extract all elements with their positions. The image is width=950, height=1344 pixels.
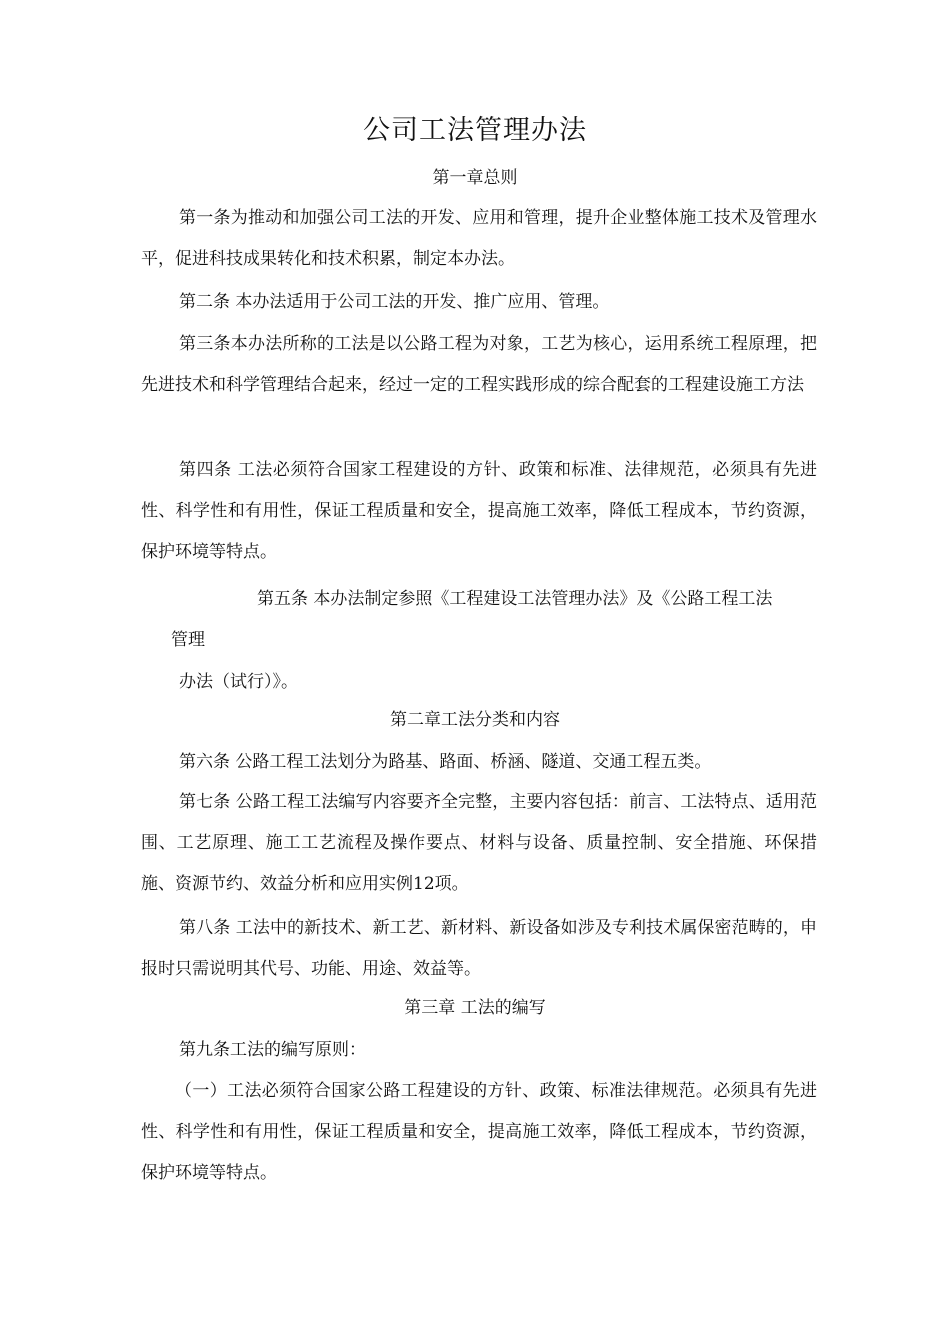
article-4: 第四条 工法必须符合国家工程建设的方针、政策和标准、法律规范，必须具有先进性、科学性和有用性，保证工程质量和安全，提高施工效率，降低工程成本，节约资源，保护环境等特点。 xyxy=(141,460,817,562)
article-9-item-1: （一）工法必须符合国家公路工程建设的方针、政策、标准法律规范。必须具有先进性、科学性和有用性，保证工程质量和安全，提高施工效率，降低工程成本，节约资源，保护环境等特点。 xyxy=(141,1081,817,1183)
article-5-line-1: 第五条 本办法制定参照《工程建设工法管理办法》及《公路工程工法 xyxy=(257,589,773,609)
chapter-3-heading: 第三章 工法的编写 xyxy=(404,998,546,1018)
article-7: 第七条 公路工程工法编写内容要齐全完整，主要内容包括：前言、工法特点、适用范围、工艺原理、施工工艺流程及操作要点、材料与设备、质量控制、安全措施、环保措施、资源节约、效益分析和应用实例12项。 xyxy=(141,792,817,894)
article-6: 第六条 公路工程工法划分为路基、路面、桥涵、隧道、交通工程五类。 xyxy=(179,752,712,772)
article-8: 第八条 工法中的新技术、新工艺、新材料、新设备如涉及专利技术属保密范畴的，申报时只需说明其代号、功能、用途、效益等。 xyxy=(141,918,817,979)
chapter-1-heading: 第一章总则 xyxy=(432,168,518,188)
chapter-2-heading: 第二章工法分类和内容 xyxy=(390,710,560,730)
article-3: 第三条本办法所称的工法是以公路工程为对象，工艺为核心，运用系统工程原理，把先进技术和科学管理结合起来，经过一定的工程实践形成的综合配套的工程建设施工方法 xyxy=(141,334,817,395)
article-5-line-2: 管理 xyxy=(171,630,205,650)
article-2: 第二条 本办法适用于公司工法的开发、推广应用、管理。 xyxy=(179,292,610,312)
article-9: 第九条工法的编写原则： xyxy=(179,1040,366,1060)
document-title: 公司工法管理办法 xyxy=(363,115,587,146)
article-5-line-3: 办法（试行）》。 xyxy=(179,672,298,692)
article-1: 第一条为推动和加强公司工法的开发、应用和管理，提升企业整体施工技术及管理水平，促进科技成果转化和技术积累，制定本办法。 xyxy=(141,208,817,269)
